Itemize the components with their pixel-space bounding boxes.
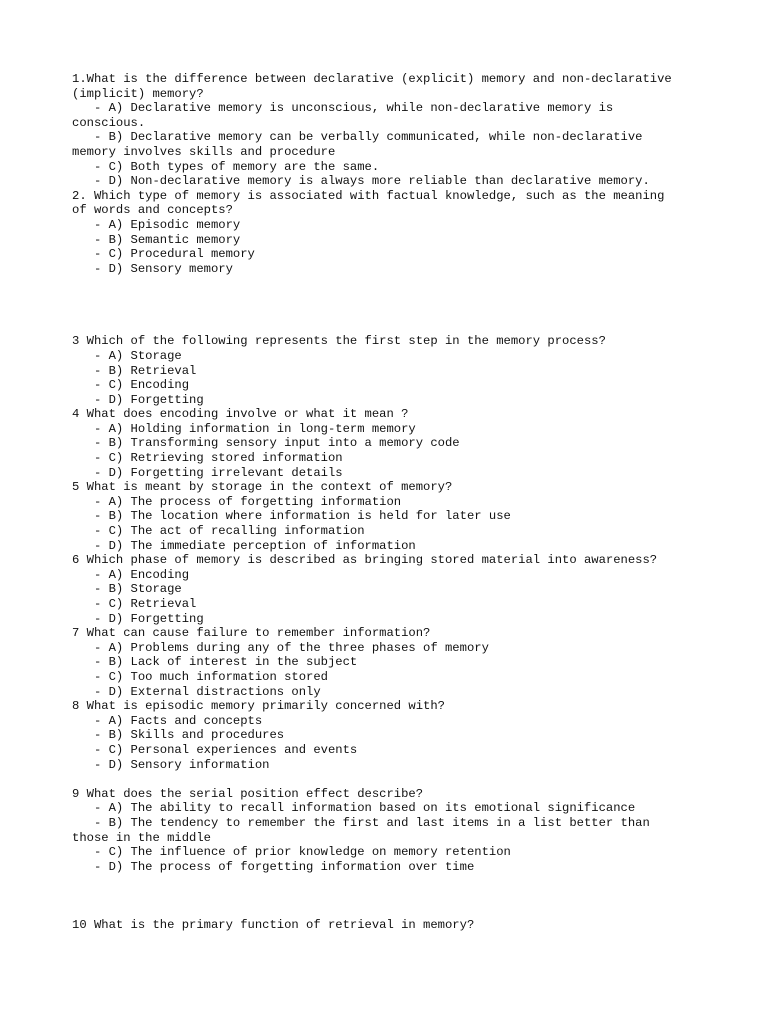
question-text: 7 What can cause failure to remember information?: [72, 626, 431, 641]
answer-option: those in the middle: [72, 830, 211, 845]
answer-option: - A) The process of forgetting information: [72, 494, 402, 509]
answer-option: - A) Episodic memory: [72, 217, 241, 232]
answer-option: - B) Skills and procedures: [72, 728, 285, 743]
question-3: [72, 334, 696, 407]
answer-option: - D) The process of forgetting information over time: [72, 859, 475, 874]
question-text: 1.What is the difference between declarative (explicit) memory and non-declarative: [72, 72, 672, 86]
answer-option: - A) Encoding: [72, 567, 190, 582]
answer-option: - C) Both types of memory are the same.: [72, 159, 380, 174]
answer-option: - A) Storage: [72, 348, 182, 363]
answer-option: - B) Transforming sensory input into a memory code: [72, 436, 460, 451]
answer-option: - D) Forgetting irrelevant details: [72, 465, 343, 480]
answer-option: conscious.: [72, 115, 146, 130]
answer-option: - A) Facts and concepts: [72, 713, 263, 728]
question-text: 8 What is episodic memory primarily concerned with?: [72, 699, 445, 714]
answer-option: - D) Non-declarative memory is always more reliable than declarative memory.: [72, 174, 650, 189]
document-page: [72, 72, 696, 933]
answer-option: - C) The influence of prior knowledge on memory retention: [72, 845, 511, 860]
answer-option: - B) Storage: [72, 582, 182, 597]
answer-option: - B) Lack of interest in the subject: [72, 655, 358, 670]
answer-option: - D) The immediate perception of information: [72, 538, 416, 553]
question-text: 10 What is the primary function of retrieval in memory?: [72, 918, 475, 933]
blank-space: [72, 874, 696, 918]
question-2: [72, 189, 696, 277]
answer-option: - D) Sensory memory: [72, 261, 233, 276]
answer-option: - C) Personal experiences and events: [72, 742, 358, 757]
question-text: of words and concepts?: [72, 203, 233, 218]
question-text: 9 What does the serial position effect describe?: [72, 786, 424, 801]
question-text: 5 What is meant by storage in the context of memory?: [72, 480, 453, 495]
blank-space: [72, 772, 696, 787]
answer-option: - B) Retrieval: [72, 363, 197, 378]
question-9: [72, 787, 696, 875]
answer-option: - D) External distractions only: [72, 684, 321, 699]
question-10: [72, 918, 696, 933]
question-text: 3 Which of the following represents the first step in the memory process?: [72, 334, 606, 349]
answer-option: - C) Retrieval: [72, 597, 197, 611]
question-4: [72, 407, 696, 480]
answer-option: - C) Retrieving stored information: [72, 451, 343, 466]
question-6: [72, 553, 696, 626]
blank-space: [72, 276, 696, 334]
answer-option: - D) Forgetting: [72, 392, 204, 407]
answer-option: - B) Declarative memory can be verbally communicated, while non-declarative: [72, 130, 643, 145]
question-text: 4 What does encoding involve or what it mean ?: [72, 407, 409, 422]
answer-option: - C) Too much information stored: [72, 669, 328, 684]
answer-option: - A) The ability to recall information based on its emotional significance: [72, 801, 636, 816]
answer-option: - C) The act of recalling information: [72, 524, 365, 539]
answer-option: - B) Semantic memory: [72, 232, 241, 247]
question-5: [72, 480, 696, 553]
answer-option: - B) The tendency to remember the first and last items in a list better than: [72, 815, 650, 830]
answer-option: - D) Forgetting: [72, 611, 204, 626]
answer-option: - C) Encoding: [72, 378, 190, 393]
answer-option: - A) Declarative memory is unconscious, while non-declarative memory is: [72, 101, 614, 116]
question-7: [72, 626, 696, 699]
question-text: (implicit) memory?: [72, 86, 204, 101]
answer-option: - C) Procedural memory: [72, 247, 255, 262]
answer-option: - A) Holding information in long-term memory: [72, 421, 416, 436]
answer-option: memory involves skills and procedure: [72, 144, 336, 159]
question-1: [72, 72, 696, 189]
answer-option: - D) Sensory information: [72, 757, 270, 772]
question-text: 6 Which phase of memory is described as bringing stored material into awareness?: [72, 553, 658, 568]
answer-option: - B) The location where information is held for later use: [72, 509, 511, 524]
answer-option: - A) Problems during any of the three phases of memory: [72, 640, 489, 655]
question-text: 2. Which type of memory is associated with factual knowledge, such as the meaning: [72, 188, 665, 203]
question-8: [72, 699, 696, 772]
